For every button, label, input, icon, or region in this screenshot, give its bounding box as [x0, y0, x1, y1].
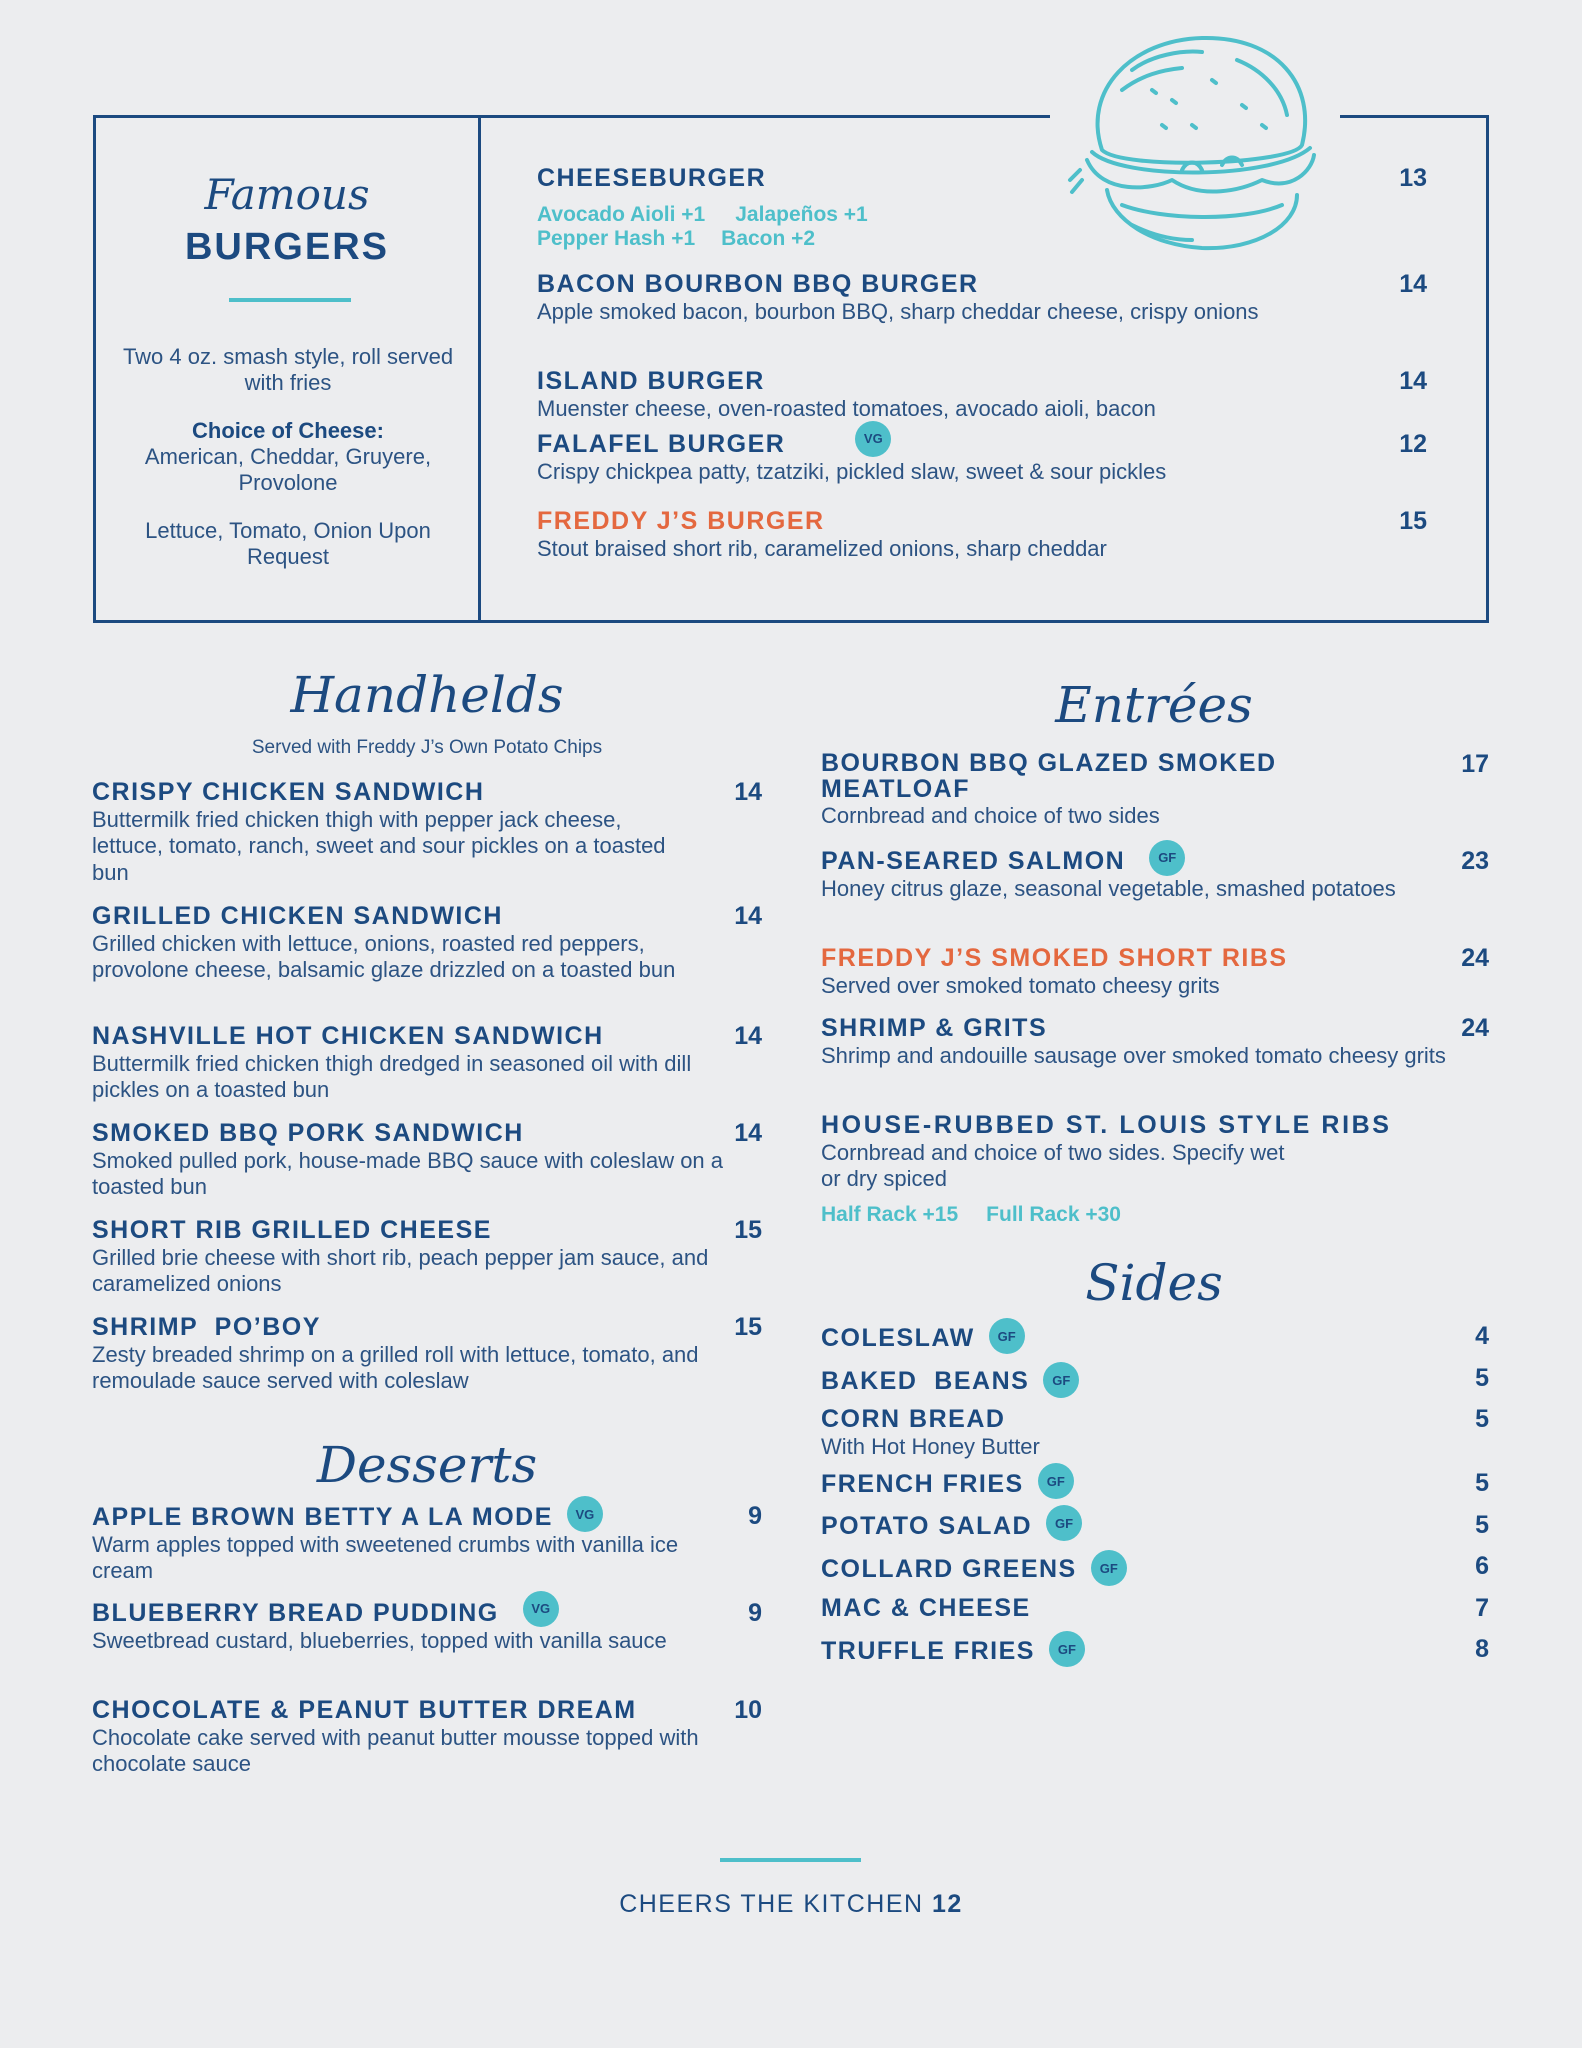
cheese-choice-list: American, Cheddar, Gruyere, Provolone: [144, 444, 432, 496]
gluten-free-badge: GF: [1043, 1362, 1079, 1398]
item-name: TRUFFLE FRIES: [821, 1636, 1035, 1665]
item-name: FRENCH FRIES: [821, 1469, 1024, 1498]
item-price: 5: [1475, 1511, 1489, 1539]
item-name: SHORT RIB GRILLED CHEESE: [92, 1216, 492, 1244]
item-description: Grilled brie cheese with short rib, peach pepper jam sauce, and caramelized onions: [92, 1245, 709, 1297]
item-name: CRISPY CHICKEN SANDWICH: [92, 778, 485, 806]
item-price: 23: [1461, 847, 1489, 875]
item-description: Buttermilk fried chicken thigh dredged in seasoned oil with dill pickles on a toasted bun: [92, 1051, 692, 1103]
item-description: With Hot Honey Butter: [821, 1434, 1040, 1459]
gluten-free-badge: GF: [1038, 1463, 1074, 1499]
item-description: Chocolate cake served with peanut butter mousse topped with chocolate sauce: [92, 1725, 699, 1777]
item-description: Buttermilk fried chicken thigh with pepper jack cheese, lettuce, tomato, ranch, sweet and sour pickles on a toasted bun: [92, 807, 666, 885]
item-price: 5: [1475, 1405, 1489, 1433]
item-price: 13: [1399, 164, 1427, 192]
item-price: 9: [748, 1599, 762, 1627]
page-number: 12: [932, 1890, 963, 1918]
gluten-free-badge: GF: [1149, 840, 1185, 876]
menu-item: [821, 944, 1489, 999]
item-price: 14: [1399, 270, 1427, 298]
item-description: Shrimp and andouille sausage over smoked tomato cheesy grits: [821, 1043, 1446, 1068]
gluten-free-badge: GF: [989, 1318, 1025, 1354]
item-price: 10: [734, 1696, 762, 1724]
item-description: Zesty breaded shrimp on a grilled roll with lettuce, tomato, and remoulade sauce served with coleslaw: [92, 1342, 699, 1394]
ribs-options: [821, 1203, 1489, 1227]
item-description: Honey citrus glaze, seasonal vegetable, smashed potatoes: [821, 876, 1396, 901]
entrees-title: Entrées: [1055, 676, 1253, 734]
item-price: 17: [1461, 750, 1489, 778]
menu-item: [92, 1216, 762, 1298]
gluten-free-badge: GF: [1046, 1505, 1082, 1541]
vegetarian-badge: VG: [567, 1496, 603, 1532]
footer-rule: [720, 1858, 861, 1862]
item-price: 15: [734, 1313, 762, 1341]
item-description: Crispy chickpea patty, tzatziki, pickled slaw, sweet & sour pickles: [537, 459, 1167, 484]
item-price: 15: [734, 1216, 762, 1244]
item-description: Warm apples topped with sweetened crumbs with vanilla ice cream: [92, 1532, 679, 1584]
desserts-title: Desserts: [316, 1436, 538, 1494]
item-description: Served over smoked tomato cheesy grits: [821, 973, 1220, 998]
item-name: SHRIMP & GRITS: [821, 1014, 1048, 1042]
item-description: Smoked pulled pork, house-made BBQ sauce with coleslaw on a toasted bun: [92, 1148, 724, 1200]
item-name: COLESLAW: [821, 1323, 975, 1352]
menu-item: [92, 902, 762, 984]
side-item: [821, 1635, 1489, 1667]
menu-item: [821, 750, 1489, 829]
menu-item: [537, 430, 1427, 485]
burgers-list: [480, 0, 1480, 640]
side-item: [821, 1469, 1489, 1499]
item-name: APPLE BROWN BETTY A LA MODE: [92, 1502, 553, 1531]
side-item: [821, 1594, 1489, 1623]
item-name: ISLAND BURGER: [537, 367, 765, 395]
item-name: CHOCOLATE & PEANUT BUTTER DREAM: [92, 1696, 637, 1724]
menu-item: [537, 367, 1427, 422]
menu-item: [92, 1022, 762, 1104]
menu-item: [92, 1313, 762, 1395]
item-description: Muenster cheese, oven-roasted tomatoes, avocado aioli, bacon: [537, 396, 1156, 421]
vegetarian-badge: VG: [855, 421, 891, 457]
burgers-description: Two 4 oz. smash style, roll served with fries: [122, 344, 454, 396]
item-description: Grilled chicken with lettuce, onions, roasted red peppers, provolone cheese, balsamic glaze drizzled on a toasted bun: [92, 931, 676, 983]
item-name: SHRIMP PO’BOY: [92, 1313, 321, 1341]
item-name: PAN-SEARED SALMON: [821, 847, 1126, 875]
menu-item-cheeseburger: [537, 164, 1427, 251]
menu-item: [92, 1119, 762, 1201]
item-name: BACON BOURBON BBQ BURGER: [537, 270, 979, 298]
footer-text: CHEERS THE KITCHEN: [619, 1890, 924, 1918]
item-price: 9: [748, 1502, 762, 1530]
full-rack-option: Full Rack +30: [986, 1202, 1121, 1226]
item-description: Cornbread and choice of two sides. Specify wet or dry spiced: [821, 1140, 1285, 1192]
item-name: FREDDY J’S BURGER: [537, 507, 825, 535]
item-description: Apple smoked bacon, bourbon BBQ, sharp cheddar cheese, crispy onions: [537, 299, 1259, 324]
menu-item: [92, 1696, 762, 1778]
item-name: CORN BREAD: [821, 1405, 1006, 1433]
burgers-title: BURGERS: [184, 226, 390, 268]
item-price: 4: [1475, 1322, 1489, 1350]
addon-pepper-hash: Pepper Hash +1: [537, 227, 696, 251]
item-price: 15: [1399, 507, 1427, 535]
addon-avocado-aioli: Avocado Aioli +1: [537, 203, 706, 226]
side-item: [821, 1511, 1489, 1541]
item-price: 14: [1399, 367, 1427, 395]
item-name: GRILLED CHICKEN SANDWICH: [92, 902, 503, 930]
side-item: [821, 1405, 1489, 1460]
item-price: 14: [734, 902, 762, 930]
item-price: 14: [734, 1119, 762, 1147]
item-name: COLLARD GREENS: [821, 1554, 1077, 1583]
handhelds-subtitle: Served with Freddy J’s Own Potato Chips: [251, 737, 603, 758]
item-price: 6: [1475, 1552, 1489, 1580]
toppings-on-request: Lettuce, Tomato, Onion Upon Request: [145, 518, 431, 570]
item-name: FREDDY J’S SMOKED SHORT RIBS: [821, 944, 1288, 972]
addon-bacon: Bacon +2: [721, 227, 816, 251]
menu-item: [537, 507, 1427, 562]
item-name: SMOKED BBQ PORK SANDWICH: [92, 1119, 524, 1147]
item-description: Cornbread and choice of two sides: [821, 802, 1160, 828]
gluten-free-badge: GF: [1049, 1631, 1085, 1667]
item-price: 14: [734, 778, 762, 806]
item-price: 8: [1475, 1635, 1489, 1663]
menu-item: [92, 1502, 762, 1585]
half-rack-option: Half Rack +15: [821, 1202, 959, 1226]
item-name: BAKED BEANS: [821, 1366, 1030, 1395]
famous-script: Famous: [204, 170, 370, 219]
item-name: BOURBON BBQ GLAZED SMOKED MEATLOAF: [821, 749, 1277, 804]
item-name: NASHVILLE HOT CHICKEN SANDWICH: [92, 1022, 604, 1050]
item-price: 5: [1475, 1469, 1489, 1497]
cheese-choice-title: Choice of Cheese:: [192, 418, 384, 443]
footer: [400, 1890, 1182, 1919]
addon-jalapenos: Jalapeños +1: [735, 203, 868, 226]
item-name: MAC & CHEESE: [821, 1594, 1031, 1622]
menu-item: [821, 1014, 1489, 1069]
menu-item: [537, 270, 1427, 325]
item-name: BLUEBERRY BREAD PUDDING: [92, 1599, 499, 1627]
item-price: 14: [734, 1022, 762, 1050]
menu-item: [92, 1599, 762, 1654]
side-item: [821, 1364, 1489, 1398]
item-price: 24: [1461, 944, 1489, 972]
menu-item: [92, 778, 762, 886]
side-item: [821, 1552, 1489, 1586]
item-name: POTATO SALAD: [821, 1511, 1033, 1540]
sides-title: Sides: [1085, 1254, 1223, 1312]
menu-item: [821, 1111, 1489, 1227]
menu-item: [821, 847, 1489, 902]
item-price: 5: [1475, 1364, 1489, 1392]
item-name: HOUSE-RUBBED ST. LOUIS STYLE RIBS: [821, 1111, 1392, 1139]
item-price: 7: [1475, 1594, 1489, 1622]
item-description: Sweetbread custard, blueberries, topped with vanilla sauce: [92, 1628, 667, 1653]
side-item: [821, 1322, 1489, 1354]
handhelds-title: Handhelds: [290, 666, 564, 724]
item-price: 24: [1461, 1014, 1489, 1042]
item-price: 12: [1399, 430, 1427, 458]
gluten-free-badge: GF: [1091, 1550, 1127, 1586]
addons: [537, 203, 1427, 251]
item-name: FALAFEL BURGER: [537, 430, 786, 458]
item-name: CHEESEBURGER: [537, 164, 767, 192]
item-description: Stout braised short rib, caramelized onions, sharp cheddar: [537, 536, 1107, 561]
vegetarian-badge: VG: [523, 1591, 559, 1627]
burgers-title-rule: [229, 298, 351, 302]
